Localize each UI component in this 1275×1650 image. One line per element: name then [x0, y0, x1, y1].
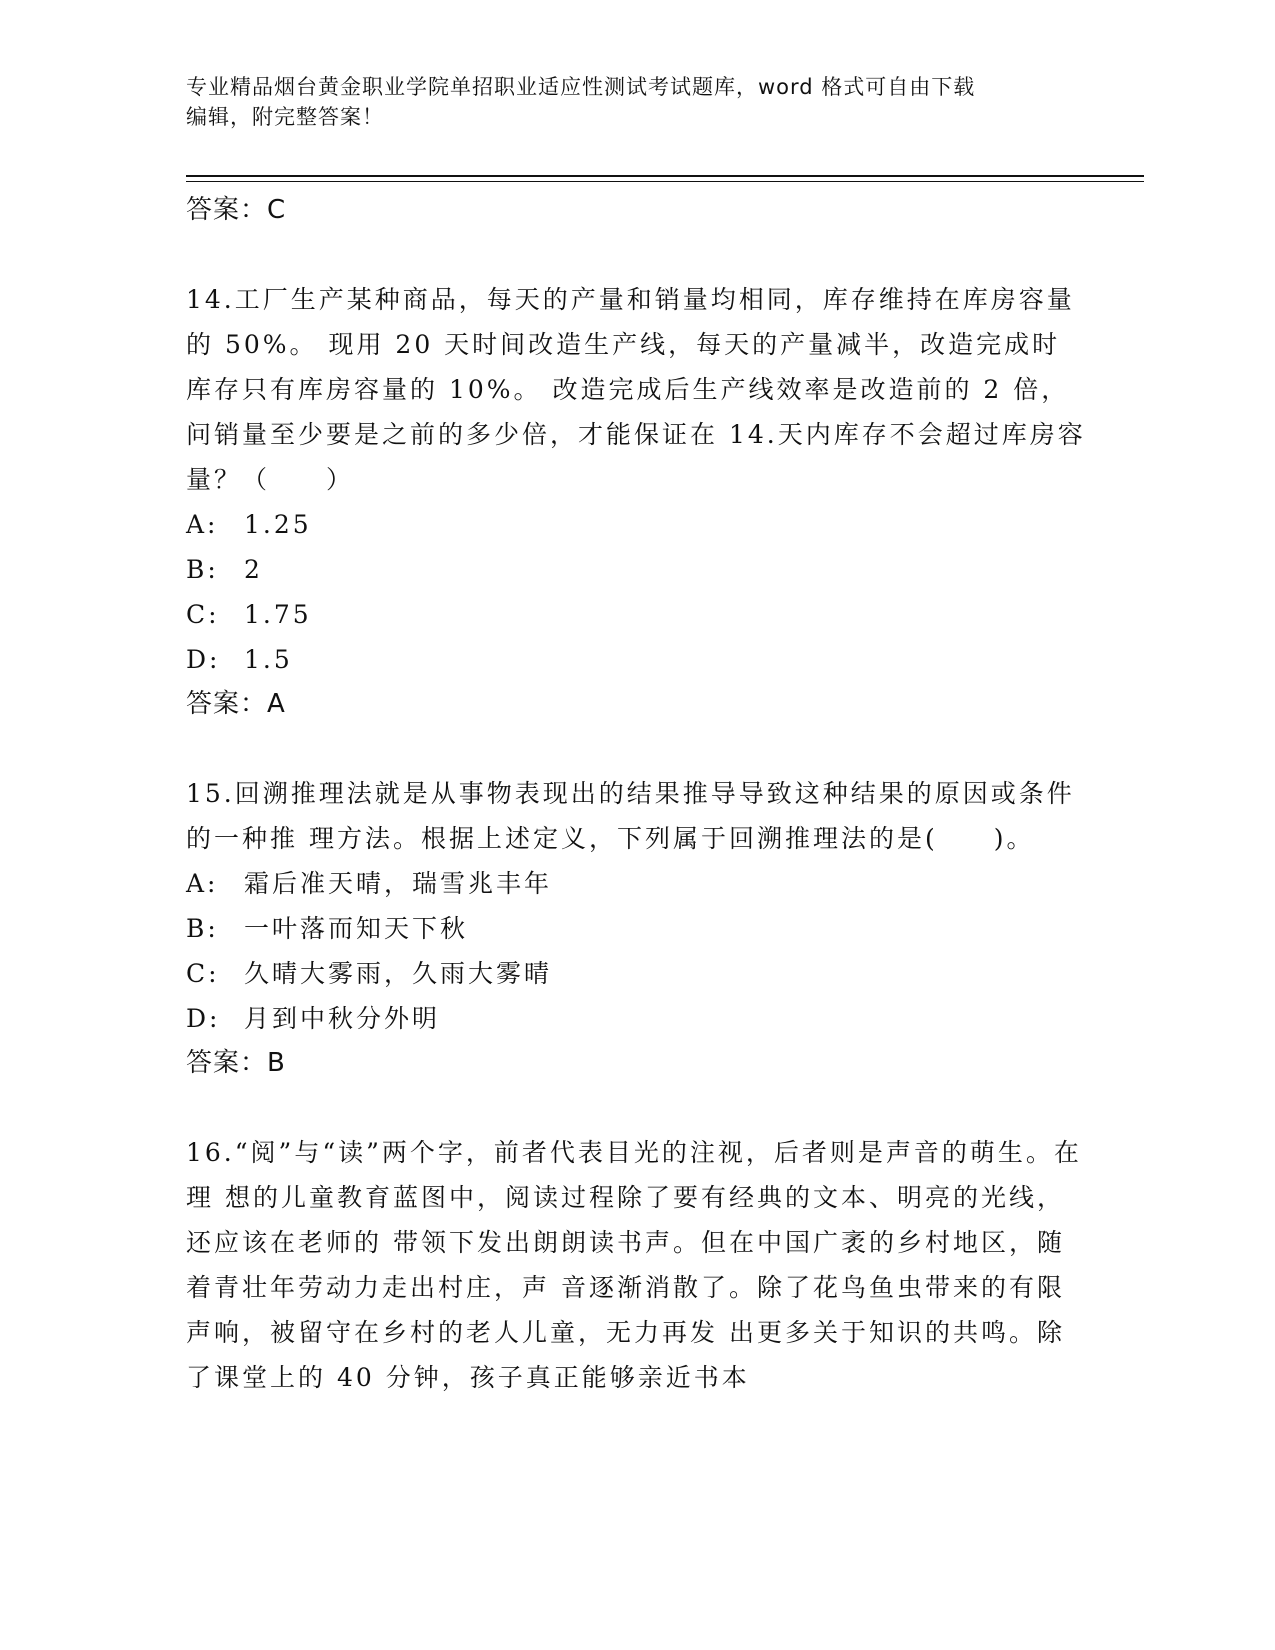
option-letter: D: [186, 1004, 221, 1033]
question-stem: 14.工厂生产某种商品，每天的产量和销量均相同，库存维持在库房容量的 50%。 现用 20 天时间改造生产线，每天的产量减半，改造完成时库存只有库房容量的 10%。 改造完成后生产线效率是改造前的 2 倍，问销量至少要是之前的多少倍，才能保证在 14.天内库存不会超过库房容量？（ ） [186, 285, 1086, 494]
spacer [186, 727, 1086, 771]
answer-line: 答案：A [186, 689, 286, 719]
option-letter: D: [186, 645, 221, 674]
question-15 [186, 771, 1086, 1086]
option-text: 1.5 [244, 645, 293, 674]
option-c [186, 951, 1086, 996]
option-letter: A: [186, 869, 219, 898]
option-letter: A: [186, 510, 219, 539]
answer-line: 答案：C [186, 195, 287, 225]
question-14 [186, 277, 1086, 727]
option-a [186, 502, 1086, 547]
option-letter: C: [186, 959, 220, 988]
option-text: 久晴大雾雨，久雨大雾晴 [244, 959, 553, 988]
page-header [186, 72, 1066, 132]
option-b [186, 547, 1086, 592]
option-text: 月到中秋分外明 [244, 1004, 441, 1033]
spacer [186, 1086, 1086, 1130]
header-rule-thin [186, 181, 1144, 182]
answer-line: 答案：B [186, 1048, 286, 1078]
option-d [186, 637, 1086, 682]
header-line-1: 专业精品烟台黄金职业学院单招职业适应性测试考试题库，word 格式可自由下载 [186, 75, 976, 99]
question-stem: 16.“阅”与“读”两个字，前者代表目光的注视，后者则是声音的萌生。在理 想的儿童教育蓝图中，阅读过程除了要有经典的文本、明亮的光线，还应该在老师的 带领下发出朗朗读书声。但在中国广袤的乡村地区，随着青壮年劳动力走出村庄，声 音逐渐消散了。除了花鸟鱼虫带来的有限声响，被留守在乡村的老人儿童，无力再发 出更多关于知识的共鸣。除了课堂上的 40 分钟，孩子真正能够亲近书本 [186, 1138, 1082, 1392]
option-letter: B: [186, 555, 219, 584]
option-text: 2 [244, 555, 263, 584]
option-text: 1.75 [244, 600, 312, 629]
document-body [186, 188, 1086, 1400]
option-text: 1.25 [244, 510, 312, 539]
option-a [186, 861, 1086, 906]
option-c [186, 592, 1086, 637]
question-16 [186, 1130, 1086, 1400]
option-b [186, 906, 1086, 951]
option-d [186, 996, 1086, 1041]
spacer [186, 233, 1086, 277]
option-text: 一叶落而知天下秋 [244, 914, 469, 943]
header-line-2: 编辑，附完整答案！ [186, 105, 384, 129]
header-rule-thick [186, 175, 1144, 177]
question-stem: 15.回溯推理法就是从事物表现出的结果推导导致这种结果的原因或条件的一种推 理方法。根据上述定义，下列属于回溯推理法的是( )。 [186, 779, 1075, 853]
option-text: 霜后准天晴，瑞雪兆丰年 [244, 869, 553, 898]
option-letter: C: [186, 600, 220, 629]
option-letter: B: [186, 914, 219, 943]
